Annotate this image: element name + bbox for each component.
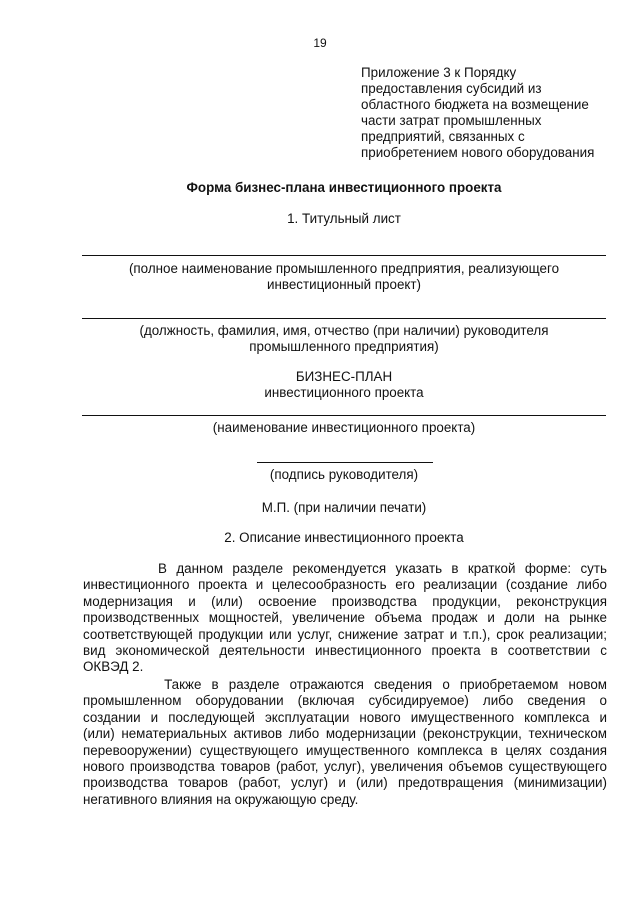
company-name-caption (82, 261, 606, 293)
paragraph-line: перевооружении) существующего имущественного комплекса в целях создания (83, 742, 607, 758)
appendix-line: предприятий, связанных с (361, 129, 525, 144)
caption-line: промышленного предприятия) (249, 339, 439, 354)
paragraph-line: негативного влияния на окружающую среду. (83, 791, 359, 807)
caption-line: (полное наименование промышленного предприятия, реализующего (128, 261, 560, 276)
project-name-line (82, 415, 606, 416)
paragraph-line: соответствующей продукции или услуг, снижение затрат и т.п.), срок реализации; (83, 626, 607, 642)
appendix-line: областного бюджета на возмещение (361, 97, 589, 112)
paragraph-line: ОКВЭД 2. (83, 659, 144, 675)
section1-title: 1. Титульный лист (287, 211, 401, 226)
paragraph-line: вид экономической деятельности инвестиционного проекта в соответствии с (83, 643, 607, 659)
appendix-line: части затрат промышленных (361, 113, 542, 128)
paragraph-line: модернизация и (или) освоение производства продукции, реконструкция (83, 593, 607, 609)
form-title: Форма бизнес-плана инвестиционного проекта (186, 180, 502, 195)
page-number: 19 (313, 36, 327, 50)
paragraph-line: Также в разделе отражаются сведения о приобретаемом новом (83, 677, 607, 692)
appendix-line: приобретением нового оборудования (361, 145, 595, 160)
company-name-line (82, 255, 606, 256)
paragraph-line: производства товаров (работ, услуг) и (или) предотвращения (минимизации) (83, 775, 607, 791)
paragraph-line: В данном разделе рекомендуется указать в краткой форме: суть (83, 561, 607, 576)
paragraph-line: создании и последующей эксплуатации нового имущественного комплекса и (83, 709, 607, 725)
paragraph-1 (83, 561, 607, 676)
signature-line (257, 462, 433, 463)
business-plan-subtitle: инвестиционного проекта (264, 385, 424, 400)
paragraph-line: производственных мощностей, увеличение объема продаж и доли на рынке (83, 610, 607, 626)
head-name-caption (82, 323, 606, 355)
paragraph-2 (83, 677, 607, 808)
project-name-caption: (наименование инвестиционного проекта) (212, 420, 476, 435)
paragraph-line: промышленном оборудовании (включая субсидируемое) либо сведения о (83, 693, 607, 709)
appendix-line: Приложение 3 к Порядку (361, 65, 517, 80)
appendix-line: предоставления субсидий из (361, 81, 542, 96)
section2-title: 2. Описание инвестиционного проекта (224, 530, 464, 545)
stamp-caption: М.П. (при наличии печати) (261, 500, 427, 515)
paragraph-line: (или) нематериальных активов либо модернизации (реконструкции, техническом (83, 726, 607, 742)
caption-line: инвестиционный проект) (267, 277, 421, 292)
business-plan-heading (82, 369, 606, 401)
signature-caption: (подпись руководителя) (269, 467, 419, 482)
paragraph-line: нового производства товаров (работ, услуг), увеличения объемов существующего (83, 759, 607, 775)
caption-line: (должность, фамилия, имя, отчество (при наличии) руководителя (139, 323, 549, 338)
business-plan-title: БИЗНЕС-ПЛАН (295, 369, 393, 384)
appendix-note (361, 65, 616, 161)
paragraph-line: инвестиционного проекта и целесообразность его реализации (создание либо (83, 577, 607, 593)
head-name-line (82, 318, 606, 319)
